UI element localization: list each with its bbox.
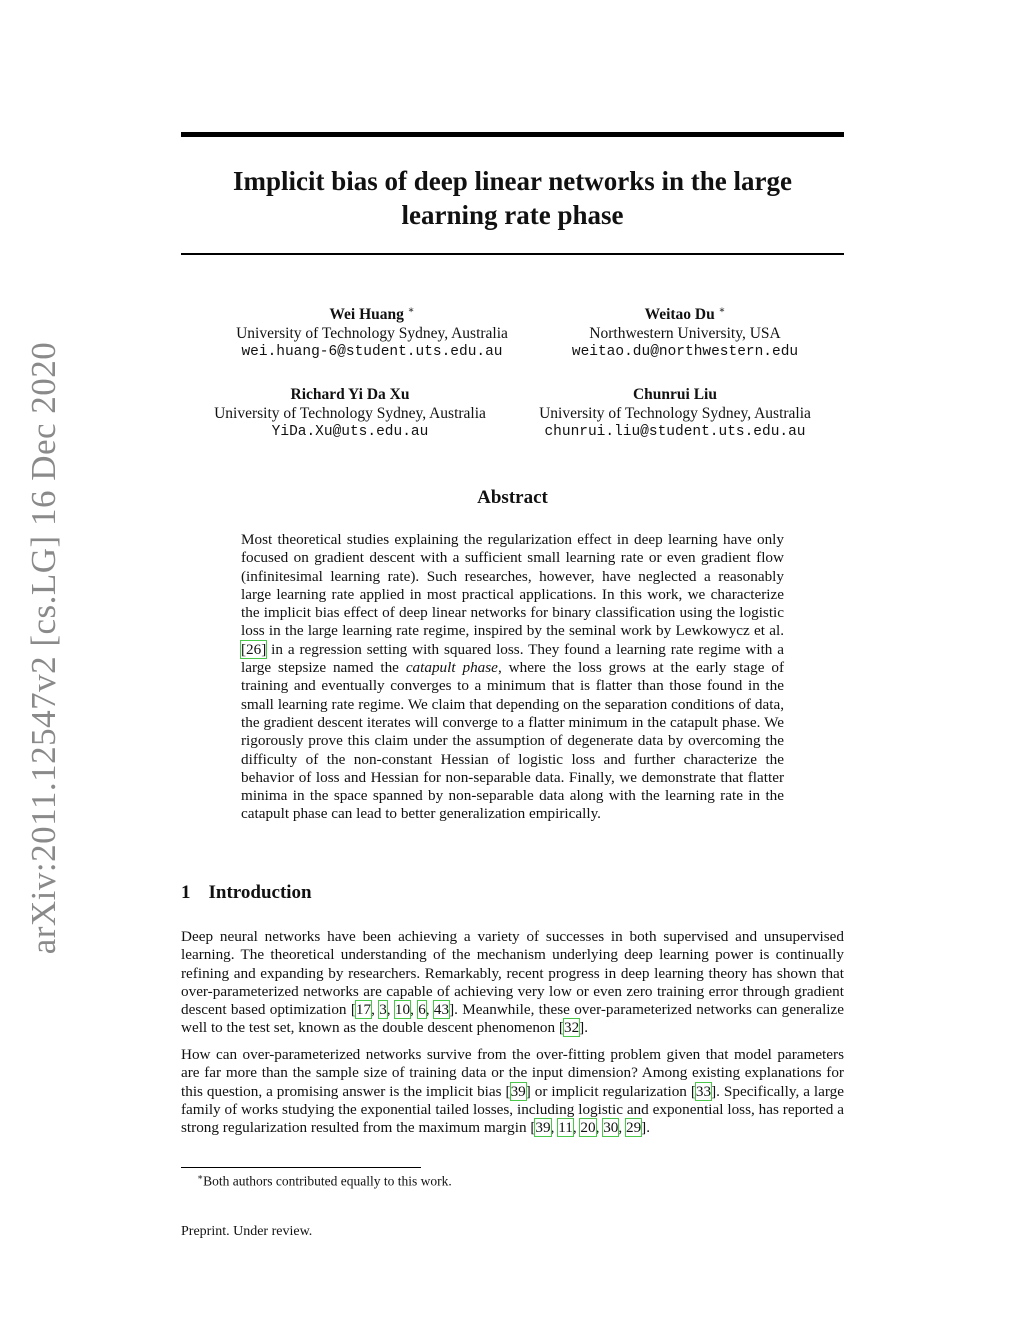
citation-link[interactable]: 6 [418,1001,426,1019]
title-line-1: Implicit bias of deep linear networks in the large [233,166,792,196]
paragraph-text: ]. [579,1019,589,1037]
citation-separator: , [386,1001,395,1019]
author-name [545,301,825,324]
citation-link[interactable]: 10 [394,1001,411,1019]
author-name-text: Weitao Du [644,306,715,324]
citation-link[interactable]: 20 [580,1119,596,1137]
title-top-rule [181,132,844,137]
citation-group [535,1119,641,1136]
author-email[interactable]: YiDa.Xu@uts.edu.au [271,424,429,440]
citation-link[interactable]: 30 [603,1119,619,1137]
paragraph-text: Deep neural networks have been achieving a variety of successes in both supervised and unsupervised learning. The theoretical understanding of the mechanism underlying deep learning power is continually refining and expanding by researchers. Remarkably, recent progress in deep learning theory has shown that over-parameterized networks are capable of achieving very low or even zero training error through gradient descent based optimization [ [181,928,844,1019]
author-affiliation: University of Technology Sydney, Australia [214,405,486,422]
citation-separator: , [550,1119,559,1137]
title-line-2: learning rate phase [401,200,624,230]
paragraph-text: ] or implicit regularization [ [525,1082,696,1100]
intro-paragraph-2 [181,1046,844,1137]
footnote-rule [181,1167,421,1168]
paper-title [181,164,844,232]
equal-contribution-mark[interactable]: ∗ [718,305,726,316]
citation-link[interactable]: 32 [563,1019,580,1037]
citation-separator: , [425,1001,434,1019]
footnote [197,1172,452,1190]
author-email[interactable]: wei.huang-6@student.uts.edu.au [241,344,503,361]
author-block-4 [525,385,825,442]
section-title: Introduction [208,882,312,903]
citation-link[interactable]: 39 [510,1082,526,1100]
citation-group [356,1001,449,1018]
author-email[interactable]: chunrui.liu@student.uts.edu.au [544,424,806,440]
author-block-1 [222,301,522,362]
author-name [222,301,522,324]
paragraph-text: ]. Meanwhile, these over-parameterized networks can generalize well to the test set, known as the double descent phenomenon [ [181,1001,845,1037]
title-bottom-rule [181,253,844,255]
citation-link[interactable]: 11 [558,1119,573,1137]
abstract-heading: Abstract [477,487,548,508]
author-block-2 [545,301,825,362]
paragraph-text: ]. [641,1119,651,1137]
equal-contribution-mark[interactable]: ∗ [407,305,415,316]
author-affiliation: University of Technology Sydney, Australia [539,405,811,422]
abstract-text: in a regression setting with squared loss. They found a learning rate regime with a large stepsize named the [241,640,784,677]
section-heading-introduction [181,882,312,904]
author-name: Richard Yi Da Xu [290,386,410,403]
citation-link[interactable]: 17 [355,1001,372,1019]
author-affiliation: University of Technology Sydney, Australia [236,325,508,343]
abstract-text: , where the loss grows at the early stage of training and eventually converges to a minimum that is flatter than those found in the small learning rate regime. We claim that depending on the separation conditions of data, the gradient descent iterates will converge to a flatter minimum in the catapult phase. We rigorously prove this claim under the assumption of degenerate data by overcoming the difficulty of the non-constant Hessian of logistic loss and further characterize the behavior of loss and Hessian for non-separable data. Finally, we demonstrate that flatter minima in the space spanned by non-separable data along with the learning rate in the catapult phase can lead to better generalization empirically. [241,659,784,823]
author-block-3 [200,385,500,442]
section-number: 1 [181,882,191,903]
abstract-body [241,531,784,824]
footnote-text: Both authors contributed equally to this work. [203,1173,452,1189]
paragraph-text: ]. Specifically, a large family of works studying the exponential tailed losses, including logistic and exponential loss, has reported a strong regularization resulted from the maximum margin [ [181,1082,844,1137]
author-email[interactable]: weitao.du@northwestern.edu [571,344,799,361]
author-name-text: Wei Huang [329,306,404,324]
citation-link[interactable]: 29 [625,1119,642,1137]
citation-separator: , [371,1001,380,1019]
arxiv-identifier-stamp: arXiv:2011.12547v2 [cs.LG] 16 Dec 2020 [24,341,63,955]
paragraph-text: How can over-parameterized networks survive from the over-fitting problem given that model parameters are far more than the sample size of training data or the input dimension? Among existing explanations for this question, a promising answer is the implicit bias [ [181,1046,844,1100]
author-affiliation: Northwestern University, USA [589,325,781,343]
citation-link[interactable]: 33 [695,1082,712,1100]
citation-separator: , [572,1119,581,1137]
abstract-text: Most theoretical studies explaining the regularization effect in deep learning have only focused on gradient descent with a sufficient small learning rate or even gradient flow (infinitesimal learning rate). Such researches, however, have neglected a reasonably large learning rate applied in most practical applications. In this work, we characterize the implicit bias effect of deep linear networks for binary classification using the logistic loss in the large learning rate regime, inspired by the seminal work by Lewkowycz et al. [241,531,784,640]
citation-separator: , [410,1001,419,1019]
author-name: Chunrui Liu [632,386,717,403]
abstract-emphasis: catapult phase [405,659,498,677]
intro-paragraph-1 [181,928,844,1038]
preprint-note: Preprint. Under review. [181,1224,313,1239]
citation-link[interactable]: [26] [241,640,267,658]
citation-link[interactable]: 39 [535,1119,551,1137]
citation-separator: , [618,1119,626,1137]
footnote-mark: ∗ [197,1172,204,1182]
citation-link[interactable]: 3 [379,1001,387,1019]
citation-separator: , [595,1119,604,1137]
citation-link[interactable]: 43 [433,1001,450,1019]
